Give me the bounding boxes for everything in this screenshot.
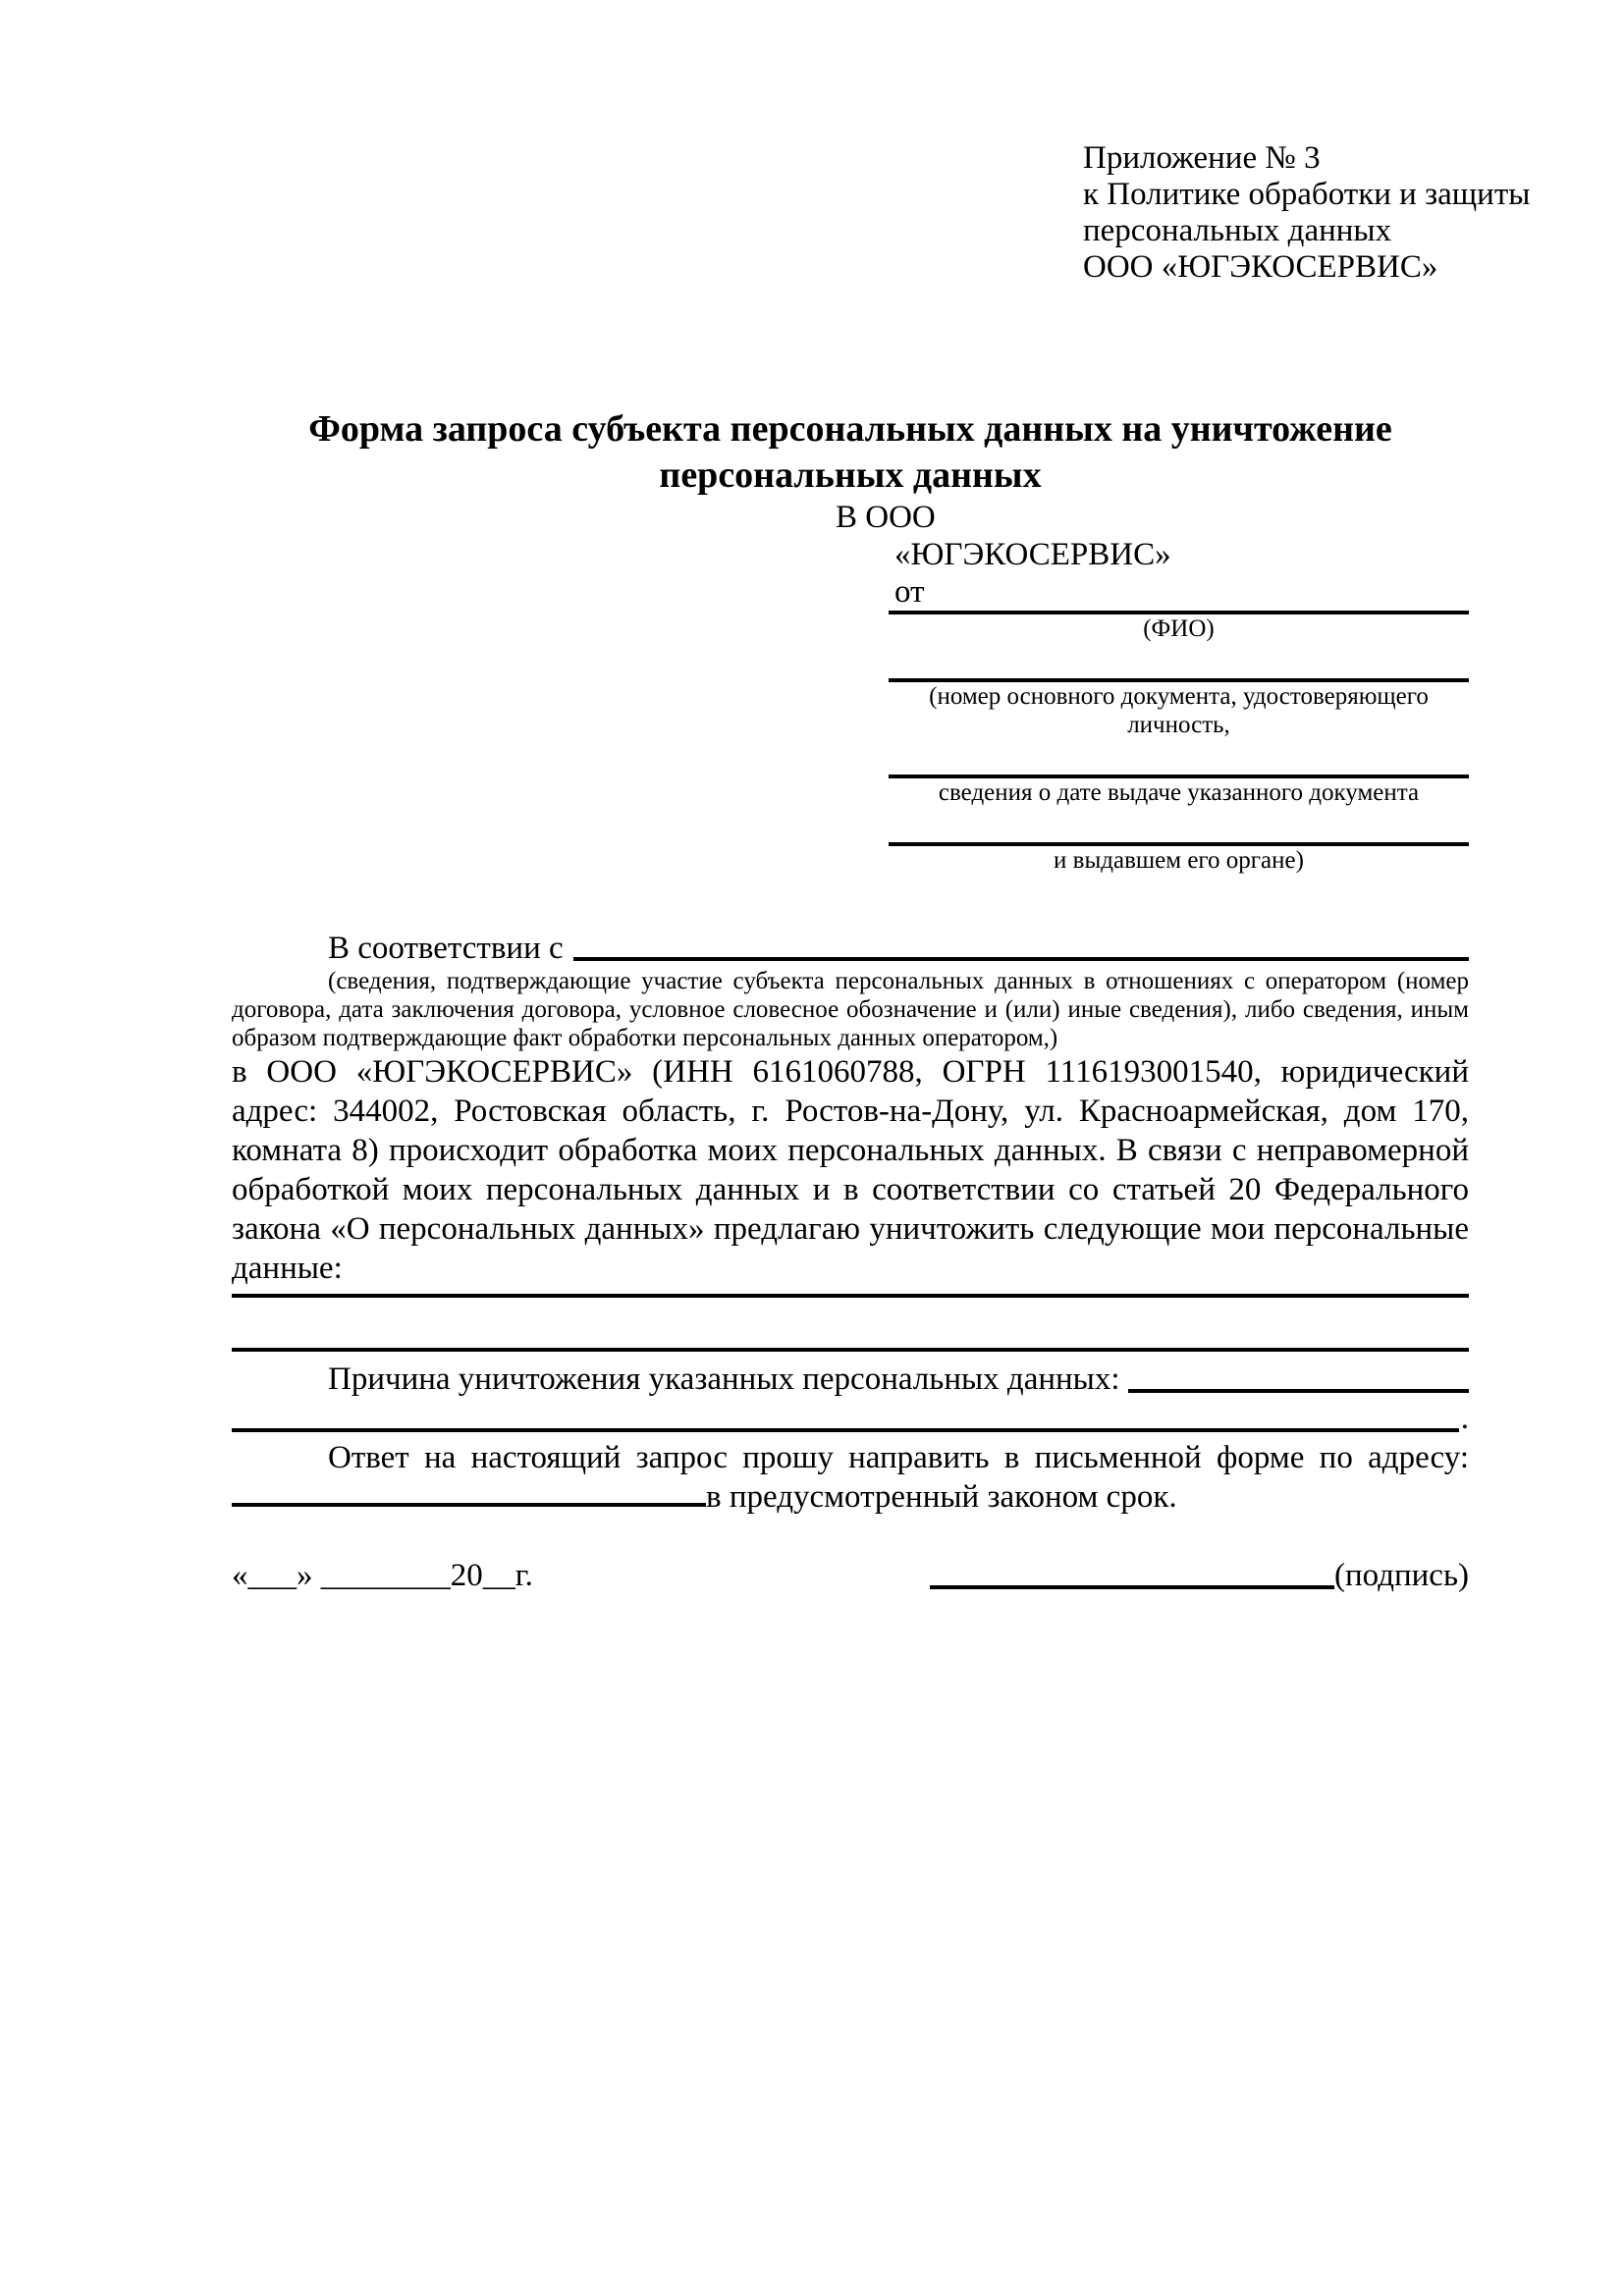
address-line [232,1477,1469,1517]
issuing-authority-caption: и выдавшем его органе) [1054,847,1304,874]
data-to-destroy-blank-line-1 [232,1288,1469,1298]
reason-blank-line [1128,1389,1469,1393]
reason-label: Причина уничтожения указанных персональных данных: [328,1362,1120,1397]
document-title [232,406,1469,499]
document-title-line: персональных данных [659,454,1042,496]
footer-row [232,1556,1469,1595]
addressee-org-name: «ЮГЭКОСЕРВИС» [894,537,1171,572]
appendix-header-line: персональных данных [1083,213,1392,248]
issue-date-caption: сведения о дате выдаче указанного документа [938,779,1420,806]
accordance-blank-line [573,957,1469,961]
appendix-header-line: к Политике обработки и защиты [1083,177,1531,212]
signature-caption: (подпись) [1334,1558,1469,1593]
signature-blank-line [930,1585,1334,1589]
accordance-note: (сведения, подтверждающие участие субъекта персональных данных в отношениях с оператором (номер договора, дата заключения договора, условное словесное обозначение и (или) иные сведения), либо сведения, иным образом подтверждающие факт обработки персональных данных оператором,) [232,968,1469,1051]
accordance-line [232,930,1469,967]
appendix-header-line: Приложение № 3 [1083,140,1321,176]
applicant-fields [889,611,1469,875]
addressee-block [232,499,1469,611]
date-blank: «___» ________20__г. [232,1558,533,1593]
data-to-destroy-blank-line-2 [232,1298,1469,1352]
fio-caption: (ФИО) [1143,615,1215,642]
reason-continuation-line [232,1399,1469,1438]
addressee-org-prefix: В ООО [836,500,936,535]
line-end-period: . [1460,1401,1469,1436]
appendix-header [1083,140,1531,286]
document-number-caption: (номер основного документа, удостоверяющего личность, [929,683,1429,738]
reason-line [232,1360,1469,1399]
signature-block [930,1556,1469,1595]
addressee-from-label: от [894,574,925,610]
reason-continuation-blank-line [232,1428,1459,1432]
appendix-header-line: ООО «ЮГЭКОСЕРВИС» [1083,249,1438,285]
body-paragraph: в ООО «ЮГЭКОСЕРВИС» (ИНН 6161060788, ОГРН 1116193001540, юридический адрес: 344002, Ростовская область, г. Ростов-на-Дону, ул. Красноармейская, дом 170, комната 8) происходит обработка моих персональных данных. В связи с неправомерной обработкой моих персональных данных и в соответствии со статьей 20 Федерального закона «О персональных данных» предлагаю уничтожить следующие мои персональные данные: [232,1054,1469,1286]
address-blank-line [232,1503,706,1507]
answer-tail: в предусмотренный законом срок. [706,1479,1177,1515]
answer-paragraph: Ответ на настоящий запрос прошу направить в письменной форме по адресу: [328,1440,1469,1475]
document-title-line: Форма запроса субъекта персональных данных на уничтожение [308,408,1392,450]
accordance-label: В соответствии с [328,931,564,966]
